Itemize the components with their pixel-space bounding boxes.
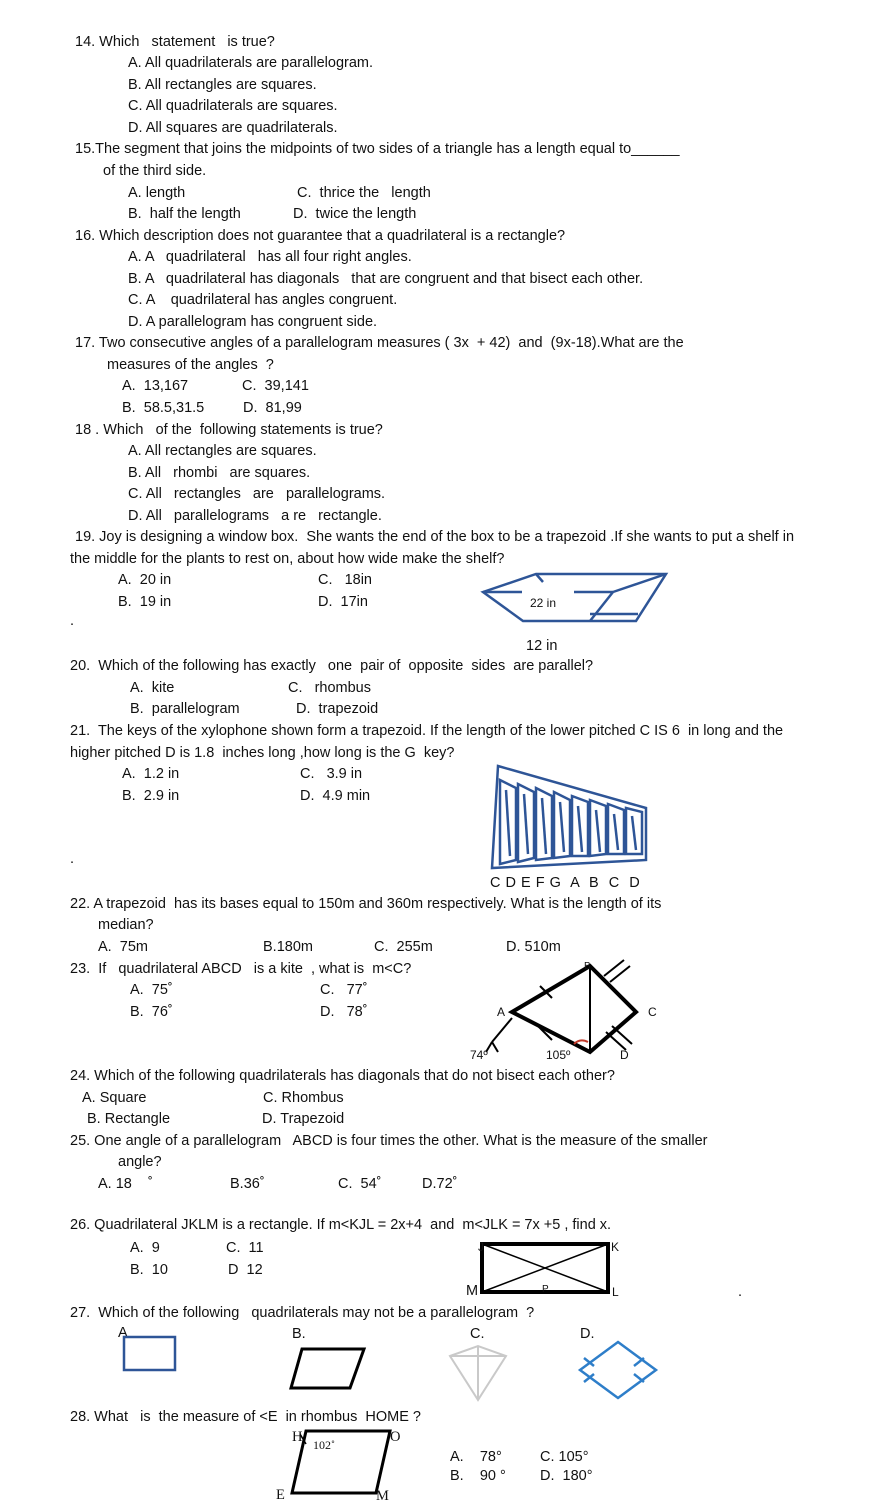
q20-option-b: B. parallelogram <box>130 701 240 717</box>
parallelogram-option-b-icon <box>288 1346 368 1392</box>
q14-option-b: B. All rectangles are squares. <box>128 77 317 93</box>
q27-option-c: C. <box>470 1326 485 1342</box>
kite-angle-74: 74º <box>470 1048 488 1062</box>
xylophone-key-labels: C D E F G A B C D <box>490 875 640 891</box>
q28-option-a: A. 78° <box>450 1449 502 1465</box>
rect-vertex-k: K <box>611 1240 620 1254</box>
q14-option-c: C. All quadrilaterals are squares. <box>128 98 338 114</box>
q23-stem: 23. If quadrilateral ABCD is a kite , what is m<C? <box>70 961 412 977</box>
q24-option-d: D. Trapezoid <box>262 1111 345 1127</box>
q25-option-d: D.72˚ <box>422 1176 458 1192</box>
q16-option-b: B. A quadrilateral has diagonals that are congruent and that bisect each other. <box>128 271 644 287</box>
q28-option-c: C. 105° <box>540 1449 589 1465</box>
q19-option-b: B. 19 in <box>118 594 172 610</box>
q27-option-a: A <box>118 1325 128 1341</box>
rhombus-vertex-e: E <box>276 1487 285 1503</box>
q26-option-b: B. 10 <box>130 1262 168 1278</box>
rect-vertex-j: J <box>478 1240 484 1254</box>
q18-option-a: A. All rectangles are squares. <box>128 443 317 459</box>
rect-vertex-m: M <box>466 1283 479 1299</box>
rect-vertex-l: L <box>612 1285 619 1299</box>
q14-stem: 14. Which statement is true? <box>75 34 275 50</box>
q24-option-a: A. Square <box>82 1090 147 1106</box>
q21-option-b: B. 2.9 in <box>122 788 180 804</box>
q19-option-a: A. 20 in <box>118 572 172 588</box>
q21-option-c: C. 3.9 in <box>300 766 363 782</box>
q19-stray-dot: . <box>70 613 75 629</box>
q25-stem-cont: angle? <box>118 1154 162 1170</box>
q20-option-d: D. trapezoid <box>296 701 379 717</box>
q14-option-a: A. All quadrilaterals are parallelogram. <box>128 55 374 71</box>
q24-option-c: C. Rhombus <box>263 1090 344 1106</box>
q15-option-d: D. twice the length <box>293 206 417 222</box>
q23-option-c: C. 77˚ <box>320 982 368 998</box>
q22-stem: 22. A trapezoid has its bases equal to 150m and 360m respectively. What is the length of its <box>70 896 662 912</box>
q14-option-d: D. All squares are quadrilaterals. <box>128 120 338 136</box>
q17-option-a: A. 13,167 <box>122 378 189 394</box>
q27-option-d: D. <box>580 1326 595 1342</box>
q25-option-b: B.36˚ <box>230 1176 265 1192</box>
q15-stem: 15.The segment that joins the midpoints of two sides of a triangle has a length equal to______ <box>75 141 680 157</box>
q25-option-c: C. 54˚ <box>338 1176 382 1192</box>
kite-vertex-b: B <box>584 961 591 972</box>
q18-stem: 18 . Which of the following statements is true? <box>75 422 383 438</box>
q17-option-b: B. 58.5,31.5 <box>122 400 205 416</box>
q25-option-a: A. 18 ˚ <box>98 1176 153 1192</box>
q19-option-d: D. 17in <box>318 594 368 610</box>
kite-option-c-icon <box>444 1342 512 1404</box>
q20-option-a: A. kite <box>130 680 175 696</box>
q19-stem: 19. Joy is designing a window box. She wants the end of the box to be a trapezoid .If she wants to put a shelf in <box>75 529 795 545</box>
q17-option-c: C. 39,141 <box>242 378 309 394</box>
q25-stem: 25. One angle of a parallelogram ABCD is four times the other. What is the measure of the smaller <box>70 1133 708 1149</box>
trapezoid-bottom-label: 12 in <box>526 638 558 654</box>
q20-stem: 20. Which of the following has exactly one pair of opposite sides are parallel? <box>70 658 594 674</box>
q16-option-c: C. A quadrilateral has angles congruent. <box>128 292 398 308</box>
q21-stray-dot: . <box>70 851 75 867</box>
q26-option-d: D 12 <box>228 1262 263 1278</box>
q28-option-d: D. 180° <box>540 1468 593 1484</box>
kite-vertex-a: A <box>497 1005 506 1019</box>
kite-vertex-c: C <box>648 1005 657 1019</box>
q18-option-b: B. All rhombi are squares. <box>128 465 311 481</box>
q22-option-a: A. 75m <box>98 939 148 955</box>
q18-option-c: C. All rectangles are parallelograms. <box>128 486 386 502</box>
q15-option-c: C. thrice the length <box>297 185 431 201</box>
q26-option-a: A. 9 <box>130 1240 160 1256</box>
q15-option-a: A. length <box>128 185 186 201</box>
rhombus-vertex-h: H <box>292 1429 303 1445</box>
q21-stem-cont: higher pitched D is 1.8 inches long ,how long is the G key? <box>70 745 455 761</box>
q24-option-b: B. Rectangle <box>87 1111 171 1127</box>
q19-stem-cont: the middle for the plants to rest on, about how wide make the shelf? <box>70 551 505 567</box>
q27-option-b: B. <box>292 1326 306 1342</box>
q20-option-c: C. rhombus <box>288 680 371 696</box>
q26-option-c: C. 11 <box>226 1240 264 1256</box>
rhombus-option-d-icon <box>574 1338 664 1402</box>
rhombus-vertex-m: M <box>376 1488 389 1504</box>
q16-stem: 16. Which description does not guarantee that a quadrilateral is a rectangle? <box>75 228 566 244</box>
q15-stem-cont: of the third side. <box>103 163 207 179</box>
q15-option-b: B. half the length <box>128 206 241 222</box>
kite-angle-105: 105º <box>546 1048 571 1062</box>
q16-option-a: A. A quadrilateral has all four right angles. <box>128 249 412 265</box>
q22-option-c: C. 255m <box>374 939 433 955</box>
q22-stem-cont: median? <box>98 917 154 933</box>
q17-stem: 17. Two consecutive angles of a parallelogram measures ( 3x + 42) and (9x-18).What are the <box>75 335 684 351</box>
rectangle-option-a-icon <box>120 1334 178 1374</box>
q17-stem-cont: measures of the angles ? <box>107 357 274 373</box>
q18-option-d: D. All parallelograms a re rectangle. <box>128 508 382 524</box>
q23-option-d: D. 78˚ <box>320 1004 368 1020</box>
q26-stem: 26. Quadrilateral JKLM is a rectangle. If m<KJL = 2x+4 and m<JLK = 7x +5 , find x. <box>70 1217 612 1233</box>
trapezoid-top-label: 22 in <box>530 596 557 610</box>
window-box-trapezoid-figure <box>478 566 672 636</box>
rhombus-vertex-o: O <box>390 1429 401 1445</box>
q27-stem: 27. Which of the following quadrilaterals may not be a parallelogram ? <box>70 1305 535 1321</box>
q28-stem: 28. What is the measure of <E in rhombus HOME ? <box>70 1409 421 1425</box>
rect-center-p: P <box>542 1284 549 1295</box>
q21-option-d: D. 4.9 min <box>300 788 371 804</box>
q17-option-d: D. 81,99 <box>243 400 302 416</box>
xylophone-figure <box>486 760 654 872</box>
q21-stem: 21. The keys of the xylophone shown form a trapezoid. If the length of the lower pitched C IS 6 in long and the <box>70 723 784 739</box>
q28-option-b: B. 90 ° <box>450 1468 506 1484</box>
q23-option-b: B. 76˚ <box>130 1004 173 1020</box>
q22-option-b: B.180m <box>263 939 313 955</box>
q26-stray-dot: . <box>738 1284 743 1300</box>
rhombus-angle-102: 102˚ <box>313 1438 335 1452</box>
q24-stem: 24. Which of the following quadrilaterals has diagonals that do not bisect each other? <box>70 1068 615 1084</box>
q16-option-d: D. A parallelogram has congruent side. <box>128 314 378 330</box>
q21-option-a: A. 1.2 in <box>122 766 180 782</box>
q23-option-a: A. 75˚ <box>130 982 173 998</box>
q22-option-d: D. 510m <box>506 939 561 955</box>
kite-vertex-d: D <box>620 1048 629 1062</box>
q19-option-c: C. 18in <box>318 572 372 588</box>
